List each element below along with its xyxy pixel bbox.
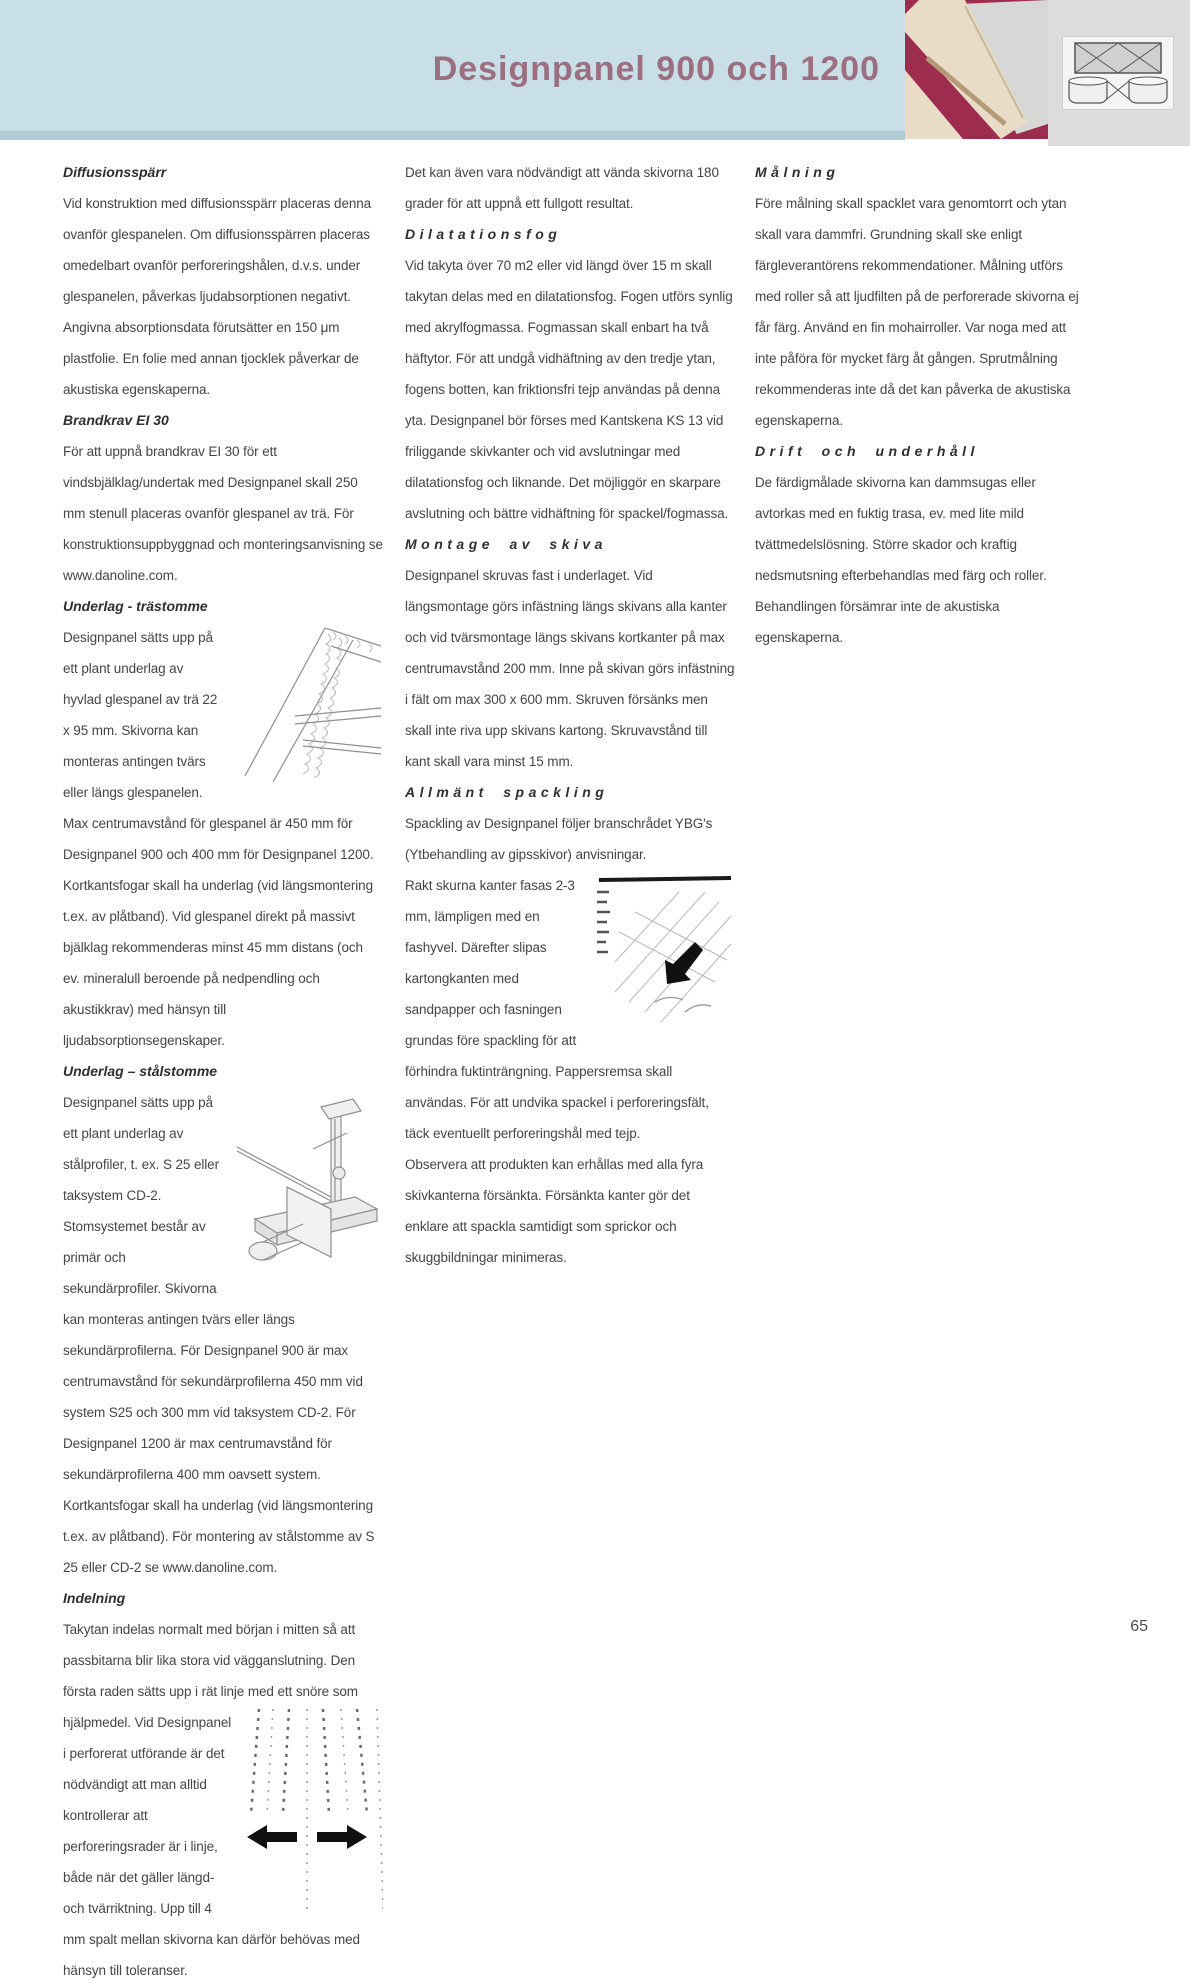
section-montage-av-skiva — [405, 529, 735, 777]
section-body: Rakt skurna kanter fasas 2-3 mm, lämpligen med en fashyvel. Därefter slipas kartongkanten med sandpapper och fasningen grundas före spackling för att förhindra fuktinträngning. Pappersremsa skall användas. För att undvika spackel i perforeringsfält, täck eventuellt perforeringshål med tejp. — [405, 878, 709, 1141]
section-diffusionssparr — [63, 157, 383, 405]
section-body: Observera att produkten kan erhållas med alla fyra skivkanterna försänkta. Försänkta kanter gör det enklare att spackla samtidigt som sprickor och skuggbildningar minimeras. — [405, 1157, 704, 1265]
section-body: För att uppnå brandkrav EI 30 för ett vindsbjälklag/undertak med Designpanel skall 250 mm stenull placeras ovanför glespanel av trä. För konstruktionsuppbyggnad och monteringsanvisning se www.danoline.com. — [63, 444, 383, 583]
section-underlag-trastomme — [63, 591, 383, 1056]
section-drift-och-underhall — [755, 436, 1085, 653]
section-brandkrav — [63, 405, 383, 591]
content-columns — [63, 157, 1085, 1986]
product-photo — [905, 0, 1048, 139]
section-heading: Indelning — [63, 1590, 126, 1606]
section-heading: Underlag - trästomme — [63, 598, 208, 614]
section-heading: Diffusionsspärr — [63, 164, 167, 180]
section-dilatationsfog — [405, 219, 735, 529]
section-heading: Dilatationsfog — [405, 226, 562, 242]
wood-frame-illustration — [233, 624, 383, 782]
section-heading: Underlag – stålstomme — [63, 1063, 218, 1079]
section-body: Designpanel sätts upp på ett plant underlag av hyvlad glespanel av trä 22 x 95 mm. Skivorna kan monteras antingen tvärs eller längs glespanelen. Max centrumavstånd för glespanel är 450 mm för Designpanel 900 och 400 mm för Designpanel 1200. Kortkantsfogar skall ha underlag (vid längsmontering t.ex. av plåtband). Vid glespanel direkt på massivt bjälklag rekommenderas minst 45 mm distans (och ev. mineralull beroende på nedpendling och akustikkrav) med hänsyn till ljudabsorptionsegenskaper. — [63, 630, 374, 1048]
ceiling-section-icon — [1062, 36, 1174, 110]
section-body-with-figure — [405, 870, 735, 1149]
section-heading: Målning — [755, 164, 840, 180]
intro-paragraph: Det kan även vara nödvändigt att vända skivorna 180 grader för att uppnå ett fullgott resultat. — [405, 165, 719, 211]
header-band-edge — [0, 131, 905, 140]
product-photo-graphic — [905, 0, 1048, 139]
section-body: Designpanel skruvas fast i underlaget. Vid längsmontage görs infästning längs skivans alla kanter och vid tvärsmontage längs skivans kortkanter på max centrumavstånd 200 mm. Inne på skivan görs infästning i fält om max 300 x 600 mm. Skruven försänks men skall inte riva upp skivans kartong. Skruvavstånd till kant skall vara minst 15 mm. — [405, 568, 735, 769]
steel-grid-illustration — [235, 1089, 383, 1289]
section-indelning — [63, 1583, 383, 1986]
section-body: Takytan indelas normalt med början i mitten så att passbitarna blir lika stora vid vägganslutning. Den första raden sätts upp i rät linje med ett snöre som hjälpmedel. Vid Designpanel i perforerat utförande är det nödvändigt att man alltid kontrollerar att perforeringsrader är i linje, både när det gäller längd- och tvärriktning. Upp till 4 mm spalt mellan skivorna kan därför behövas med hänsyn till toleranser. — [63, 1622, 360, 1978]
section-body: De färdigmålade skivorna kan dammsugas eller avtorkas med en fuktig trasa, ev. med lite mild tvättmedelslösning. Större skador och kraftig nedsmutsning efterbehandlas med färg och roller. Behandlingen försämrar inte de akustiska egenskaperna. — [755, 475, 1047, 645]
section-body: Vid takyta över 70 m2 eller vid längd över 15 m skall takytan delas med en dilatationsfog. Fogen utförs synlig med akrylfogmassa. Fogmassan skall enbart ha två häftytor. För att undgå vidhäftning av den tredje ytan, fogens botten, kan friktionsfri tejp användas på denna yta. Designpanel bör förses med Kantskena KS 13 vid friliggande skivkanter och vid avslutningar med dilatationsfog och liknande. Det möjliggör en skarpare avslutning och bättre vidhäftning för spackel/fogmassa. — [405, 258, 733, 521]
edge-chamfer-illustration — [595, 872, 735, 1032]
section-body: Designpanel sätts upp på ett plant underlag av stålprofiler, t. ex. S 25 eller taksystem CD-2. Stomsystemet består av primär och sekundärprofiler. Skivorna kan monteras antingen tvärs eller längs sekundärprofilerna. För Designpanel 900 är max centrumavstånd för sekundärprofilerna 450 mm vid system S25 och 300 mm vid taksystem CD-2. För Designpanel 1200 är max centrumavstånd för sekundärprofilerna 400 mm oavsett system. Kortkantsfogar skall ha underlag (vid längsmontering t.ex. av plåtband). För montering av stålstomme av S 25 eller CD-2 se www.danoline.com. — [63, 1095, 375, 1575]
section-body: Spackling av Designpanel följer branschrådet YBG's (Ytbehandling av gipsskivor) anvisningar. — [405, 816, 713, 862]
column-1 — [63, 157, 383, 1986]
page-number: 65 — [1130, 1618, 1148, 1635]
perforation-alignment-illustration — [245, 1709, 383, 1914]
column-2 — [405, 157, 735, 1986]
section-heading: Drift och underhåll — [755, 443, 979, 459]
section-heading: Brandkrav EI 30 — [63, 412, 169, 428]
icon-panel — [1048, 0, 1190, 146]
section-malning — [755, 157, 1085, 436]
section-underlag-stalstomme — [63, 1056, 383, 1583]
section-allmant-spackling — [405, 777, 735, 1273]
section-heading: Allmänt spackling — [405, 784, 609, 800]
section-body: Vid konstruktion med diffusionsspärr placeras denna ovanför glespanelen. Om diffusionsspärren placeras omedelbart ovanför perforeringshålen, d.v.s. under glespanelen, påverkas ljudabsorptionen negativt. Angivna absorptionsdata förutsätter en 150 μm plastfolie. En folie med annan tjocklek påverkar de akustiska egenskaperna. — [63, 196, 372, 397]
page-title: Designpanel 900 och 1200 — [432, 50, 880, 88]
column-3 — [755, 157, 1085, 1986]
section-body: Före målning skall spacklet vara genomtorrt och ytan skall vara dammfri. Grundning skall ske enligt färgleverantörens rekommendationer. Målning utförs med roller så att ljudfilten på de perforerade skivorna ej får färg. Använd en fin mohairroller. Var noga med att inte påföra för mycket färg åt gången. Sprutmålning rekommenderas inte då det kan påverka de akustiska egenskaperna. — [755, 196, 1079, 428]
section-heading: Montage av skiva — [405, 536, 607, 552]
